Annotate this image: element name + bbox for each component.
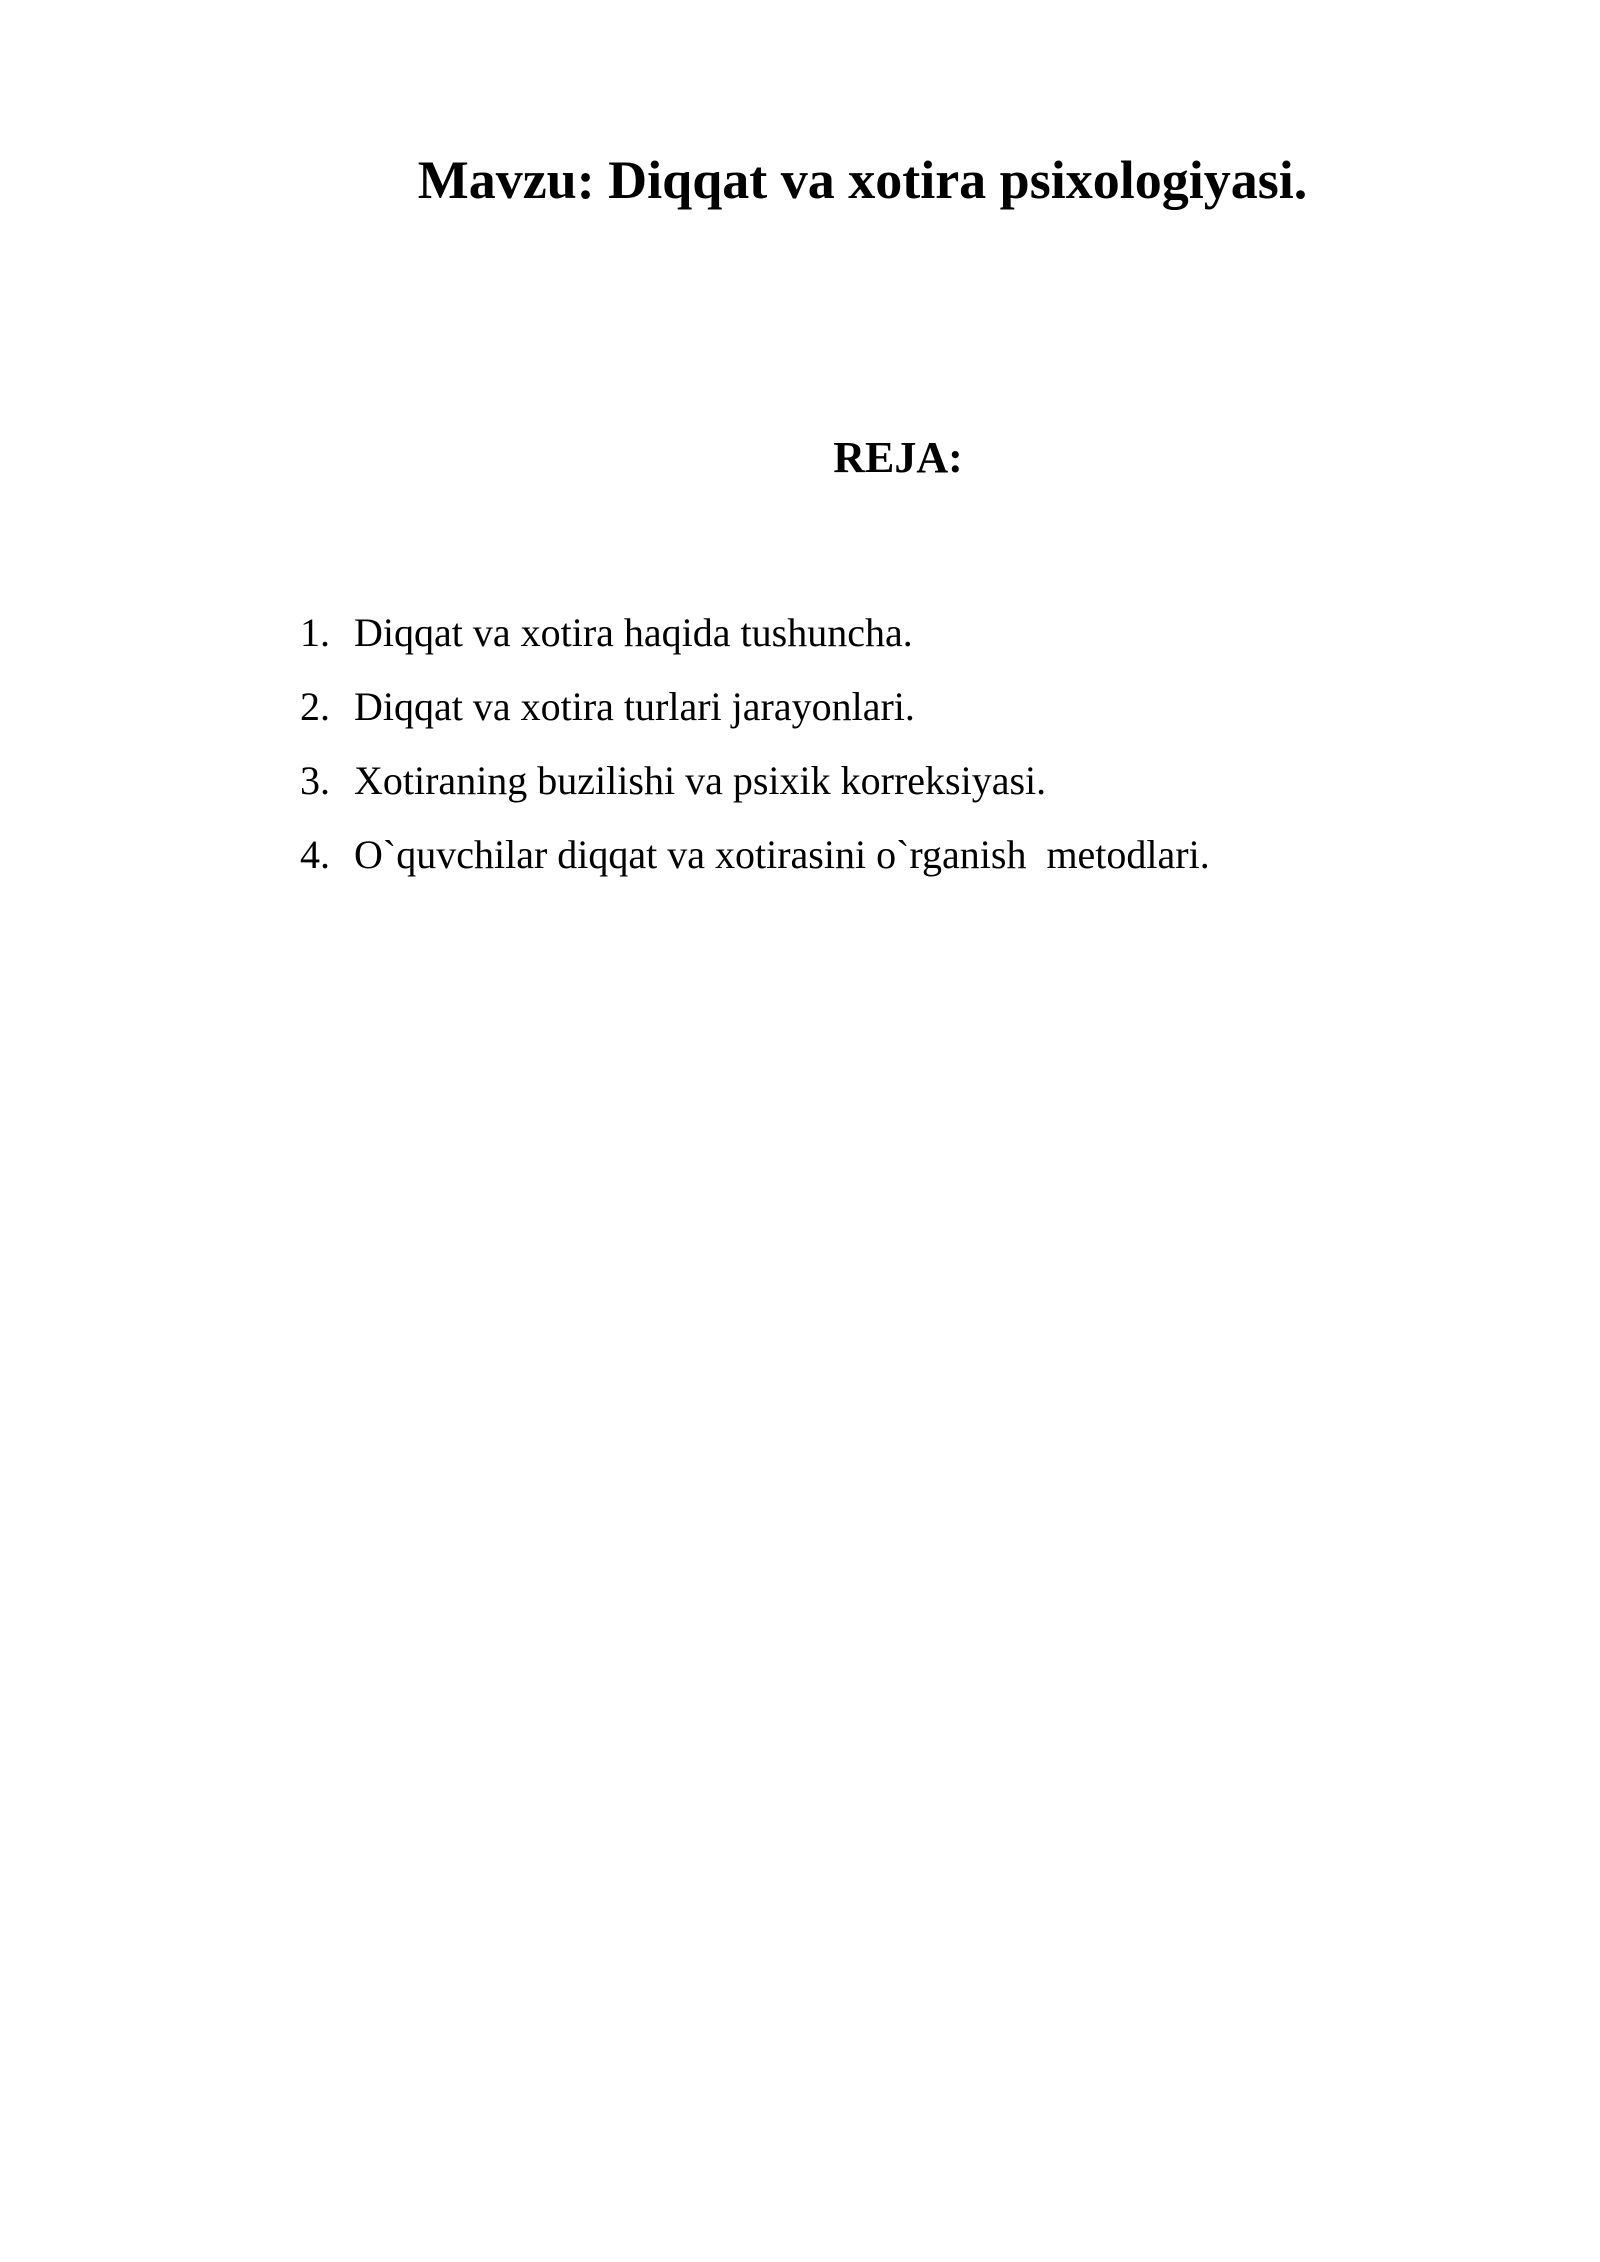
plan-item-2 — [300, 670, 1500, 744]
plan-item-number: 4. — [300, 832, 330, 877]
plan-list — [300, 596, 1500, 892]
plan-item-1 — [300, 596, 1500, 670]
plan-item-text: Diqqat va xotira turlari jarayonlari. — [354, 684, 915, 729]
plan-item-text: O`quvchilar diqqat va xotirasini o`rganish metodlari. — [354, 832, 1210, 877]
plan-item-text: Diqqat va xotira haqida tushuncha. — [354, 610, 913, 655]
plan-item-number: 2. — [300, 684, 330, 729]
plan-item-text: Xotiraning buzilishi va psixik korreksiyasi. — [354, 758, 1047, 803]
plan-heading: REJA: — [833, 433, 963, 482]
page-title: Mavzu: Diqqat va xotira psixologiyasi. — [417, 150, 1308, 210]
plan-item-number: 1. — [300, 610, 330, 655]
plan-item-3 — [300, 744, 1500, 818]
plan-item-4 — [300, 818, 1500, 892]
plan-item-number: 3. — [300, 758, 330, 803]
